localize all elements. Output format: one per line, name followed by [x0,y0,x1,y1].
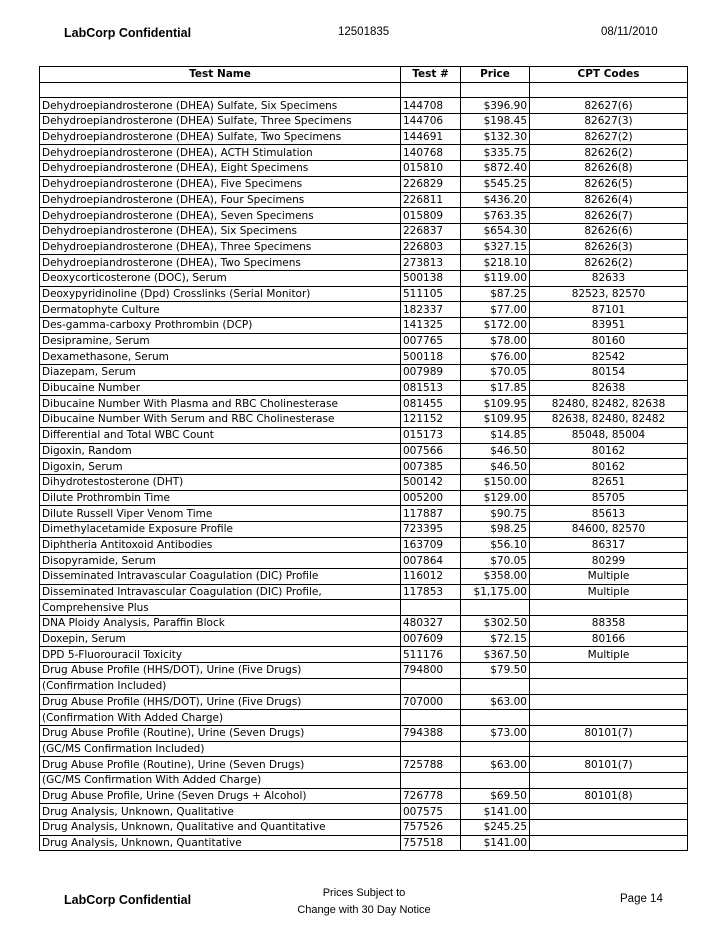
cell-price: $72.15 [461,631,530,647]
cell-test-number [401,678,461,694]
table-row [40,365,688,381]
cell-price: $76.00 [461,349,530,365]
cell-test-number: 182337 [401,302,461,318]
cell-test-name: DPD 5-Fluorouracil Toxicity [40,647,401,663]
cell-cpt-codes: 82626(3) [530,239,688,255]
column-header-cpt-codes: CPT Codes [530,67,688,83]
cell-price: $150.00 [461,474,530,490]
cell-test-name: Drug Abuse Profile, Urine (Seven Drugs + Alcohol) [40,788,401,804]
cell-test-name: (GC/MS Confirmation Included) [40,741,401,757]
cell-price: $63.00 [461,757,530,773]
cell-test-name: Deoxycorticosterone (DOC), Serum [40,270,401,286]
cell-price: $872.40 [461,161,530,177]
cell-test-number: 480327 [401,616,461,632]
cell-price [461,741,530,757]
cell-cpt-codes [530,663,688,679]
cell-test-name: Drug Abuse Profile (Routine), Urine (Seven Drugs) [40,757,401,773]
cell-test-name: Dehydroepiandrosterone (DHEA) Sulfate, Two Specimens [40,129,401,145]
table-row [40,647,688,663]
cell-test-number: 015173 [401,427,461,443]
cell-price: $109.95 [461,412,530,428]
cell-test-number: 226829 [401,176,461,192]
cell-test-number: 500118 [401,349,461,365]
cell-cpt-codes: 82627(2) [530,129,688,145]
cell-test-name: Drug Analysis, Unknown, Qualitative [40,804,401,820]
cell-test-name: Dimethylacetamide Exposure Profile [40,521,401,537]
cell-cpt-codes: Multiple [530,584,688,600]
table-row [40,145,688,161]
cell-cpt-codes: 82627(6) [530,98,688,114]
header-date: 08/11/2010 [601,26,658,38]
table-row [40,835,688,851]
cell-cpt-codes [530,600,688,616]
cell-cpt-codes [530,804,688,820]
table-row [40,176,688,192]
cell-price: $14.85 [461,427,530,443]
cell-test-name: Dermatophyte Culture [40,302,401,318]
table-row [40,114,688,130]
table-row [40,302,688,318]
cell-cpt-codes: 80101(7) [530,757,688,773]
cell-test-name: DNA Ploidy Analysis, Paraffin Block [40,616,401,632]
cell-price: $17.85 [461,380,530,396]
table-row [40,255,688,271]
cell-price: $109.95 [461,396,530,412]
cell-price: $90.75 [461,506,530,522]
column-header-test-number: Test # [401,67,461,83]
table-row [40,412,688,428]
cell-test-number: 081455 [401,396,461,412]
cell-cpt-codes: 82627(3) [530,114,688,130]
cell-price: $545.25 [461,176,530,192]
table-row [40,161,688,177]
cell-test-name: Dehydroepiandrosterone (DHEA), Three Specimens [40,239,401,255]
cell-test-number: 007575 [401,804,461,820]
cell-price: $218.10 [461,255,530,271]
cell-test-name: Dehydroepiandrosterone (DHEA), Two Specimens [40,255,401,271]
cell-price: $141.00 [461,835,530,851]
table-row [40,788,688,804]
cell-test-number: 121152 [401,412,461,428]
table-row [40,192,688,208]
cell-test-number: 117853 [401,584,461,600]
cell-test-name: Disseminated Intravascular Coagulation (DIC) Profile, [40,584,401,600]
cell-cpt-codes [530,741,688,757]
cell-price: $358.00 [461,569,530,585]
table-row [40,741,688,757]
cell-price [461,710,530,726]
header-doc-number: 12501835 [338,26,390,38]
cell-price: $335.75 [461,145,530,161]
cell-cpt-codes [530,82,688,98]
cell-cpt-codes: 82626(2) [530,145,688,161]
cell-cpt-codes: 82480, 82482, 82638 [530,396,688,412]
cell-cpt-codes: 87101 [530,302,688,318]
cell-price: $56.10 [461,537,530,553]
cell-test-number: 081513 [401,380,461,396]
cell-cpt-codes [530,678,688,694]
cell-cpt-codes: Multiple [530,569,688,585]
cell-test-number: 140768 [401,145,461,161]
table-row [40,710,688,726]
cell-price: $367.50 [461,647,530,663]
cell-test-name: Dilute Russell Viper Venom Time [40,506,401,522]
table-row [40,286,688,302]
cell-test-number: 500142 [401,474,461,490]
cell-test-number [401,772,461,788]
cell-test-number: 007864 [401,553,461,569]
cell-test-number [401,710,461,726]
cell-test-number: 226837 [401,223,461,239]
cell-price: $78.00 [461,333,530,349]
cell-price: $119.00 [461,270,530,286]
cell-test-number: 707000 [401,694,461,710]
cell-test-name: Dehydroepiandrosterone (DHEA), ACTH Stimulation [40,145,401,161]
cell-test-name: Dehydroepiandrosterone (DHEA) Sulfate, Six Specimens [40,98,401,114]
table-row [40,772,688,788]
footer-notice [284,885,444,919]
cell-price: $436.20 [461,192,530,208]
cell-test-name: Desipramine, Serum [40,333,401,349]
table-row [40,98,688,114]
table-row [40,270,688,286]
cell-test-name: Deoxypyridinoline (Dpd) Crosslinks (Serial Monitor) [40,286,401,302]
cell-test-number: 226803 [401,239,461,255]
cell-cpt-codes: 82626(4) [530,192,688,208]
column-header-test-name: Test Name [40,67,401,83]
column-header-price: Price [461,67,530,83]
table-row [40,600,688,616]
cell-cpt-codes: 86317 [530,537,688,553]
cell-test-number: 511105 [401,286,461,302]
cell-cpt-codes [530,772,688,788]
table-row [40,349,688,365]
cell-test-name: Dilute Prothrombin Time [40,490,401,506]
cell-test-number: 794800 [401,663,461,679]
cell-test-number: 726778 [401,788,461,804]
cell-test-number: 725788 [401,757,461,773]
table-row [40,427,688,443]
table-row [40,490,688,506]
cell-test-name: Dibucaine Number With Serum and RBC Cholinesterase [40,412,401,428]
cell-test-number: 144691 [401,129,461,145]
cell-test-number: 273813 [401,255,461,271]
cell-test-name: Disopyramide, Serum [40,553,401,569]
cell-test-name: Des-gamma-carboxy Prothrombin (DCP) [40,318,401,334]
cell-test-name: Comprehensive Plus [40,600,401,616]
table-row [40,631,688,647]
cell-cpt-codes: 80101(8) [530,788,688,804]
cell-cpt-codes: 82651 [530,474,688,490]
footer-notice-line2: Change with 30 Day Notice [297,904,431,916]
cell-test-name: Doxepin, Serum [40,631,401,647]
cell-price: $1,175.00 [461,584,530,600]
table-row [40,694,688,710]
cell-test-number: 116012 [401,569,461,585]
cell-test-number: 007989 [401,365,461,381]
cell-price: $70.05 [461,365,530,381]
table-row [40,82,688,98]
cell-price: $70.05 [461,553,530,569]
cell-cpt-codes: 80101(7) [530,725,688,741]
table-row [40,553,688,569]
cell-cpt-codes: 80166 [530,631,688,647]
cell-price: $129.00 [461,490,530,506]
cell-cpt-codes: 80160 [530,333,688,349]
cell-test-name: Disseminated Intravascular Coagulation (DIC) Profile [40,569,401,585]
cell-test-name: Digoxin, Random [40,443,401,459]
cell-cpt-codes: 82638, 82480, 82482 [530,412,688,428]
cell-test-name: Drug Analysis, Unknown, Qualitative and Quantitative [40,820,401,836]
cell-test-name: Dehydroepiandrosterone (DHEA), Five Specimens [40,176,401,192]
table-row [40,521,688,537]
cell-price: $69.50 [461,788,530,804]
table-row [40,318,688,334]
cell-test-name: Drug Abuse Profile (Routine), Urine (Seven Drugs) [40,725,401,741]
table-row [40,380,688,396]
cell-test-name: (Confirmation Included) [40,678,401,694]
cell-cpt-codes: 82638 [530,380,688,396]
cell-price: $302.50 [461,616,530,632]
cell-test-name: Drug Abuse Profile (HHS/DOT), Urine (Five Drugs) [40,694,401,710]
table-row [40,129,688,145]
table-row [40,678,688,694]
cell-test-number: 226811 [401,192,461,208]
table-header-row [40,67,688,83]
cell-test-number [401,741,461,757]
cell-test-number: 723395 [401,521,461,537]
table-row [40,584,688,600]
cell-test-name: Dehydroepiandrosterone (DHEA), Eight Specimens [40,161,401,177]
cell-test-number: 007566 [401,443,461,459]
cell-price: $98.25 [461,521,530,537]
cell-cpt-codes: 88358 [530,616,688,632]
cell-cpt-codes: 80154 [530,365,688,381]
cell-price: $245.25 [461,820,530,836]
cell-test-name: Dexamethasone, Serum [40,349,401,365]
cell-cpt-codes: 85705 [530,490,688,506]
cell-cpt-codes [530,710,688,726]
cell-test-number: 007765 [401,333,461,349]
cell-cpt-codes: 85048, 85004 [530,427,688,443]
cell-price: $73.00 [461,725,530,741]
table-row [40,757,688,773]
cell-test-number: 007385 [401,459,461,475]
cell-test-number: 144706 [401,114,461,130]
cell-test-number: 511176 [401,647,461,663]
cell-test-name: Drug Abuse Profile (HHS/DOT), Urine (Five Drugs) [40,663,401,679]
cell-test-name: Dehydroepiandrosterone (DHEA), Four Specimens [40,192,401,208]
footer-page-number: Page 14 [620,893,663,905]
cell-test-number: 007609 [401,631,461,647]
cell-cpt-codes: 82626(5) [530,176,688,192]
cell-test-name: Dehydroepiandrosterone (DHEA) Sulfate, Three Specimens [40,114,401,130]
table-row [40,474,688,490]
cell-price: $132.30 [461,129,530,145]
cell-test-number: 005200 [401,490,461,506]
cell-price [461,678,530,694]
cell-test-number: 757518 [401,835,461,851]
cell-cpt-codes: 82523, 82570 [530,286,688,302]
cell-cpt-codes: 84600, 82570 [530,521,688,537]
cell-price [461,82,530,98]
cell-cpt-codes: 80162 [530,443,688,459]
cell-price: $87.25 [461,286,530,302]
cell-price: $77.00 [461,302,530,318]
price-table [39,66,688,851]
cell-price: $763.35 [461,208,530,224]
footer-title: LabCorp Confidential [64,893,192,907]
cell-price: $396.90 [461,98,530,114]
table-row [40,443,688,459]
table-row [40,569,688,585]
cell-price: $654.30 [461,223,530,239]
cell-price: $141.00 [461,804,530,820]
cell-test-name: (Confirmation With Added Charge) [40,710,401,726]
table-row [40,223,688,239]
table-row [40,396,688,412]
cell-cpt-codes: 82626(2) [530,255,688,271]
cell-price: $46.50 [461,443,530,459]
cell-test-name [40,82,401,98]
cell-test-name: (GC/MS Confirmation With Added Charge) [40,772,401,788]
cell-test-number [401,82,461,98]
cell-cpt-codes [530,820,688,836]
cell-price: $327.15 [461,239,530,255]
cell-test-name: Dehydroepiandrosterone (DHEA), Seven Specimens [40,208,401,224]
cell-cpt-codes [530,835,688,851]
cell-cpt-codes: 80299 [530,553,688,569]
cell-cpt-codes: 80162 [530,459,688,475]
table-row [40,663,688,679]
cell-cpt-codes: 85613 [530,506,688,522]
cell-cpt-codes: 82626(6) [530,223,688,239]
cell-test-number: 144708 [401,98,461,114]
table-row [40,725,688,741]
table-row [40,506,688,522]
cell-cpt-codes: Multiple [530,647,688,663]
cell-test-number: 500138 [401,270,461,286]
cell-price [461,600,530,616]
cell-cpt-codes: 82626(8) [530,161,688,177]
cell-test-name: Digoxin, Serum [40,459,401,475]
cell-test-name: Diazepam, Serum [40,365,401,381]
cell-price: $198.45 [461,114,530,130]
table-row [40,804,688,820]
cell-cpt-codes: 82542 [530,349,688,365]
cell-test-name: Dehydroepiandrosterone (DHEA), Six Specimens [40,223,401,239]
cell-test-number: 141325 [401,318,461,334]
cell-cpt-codes [530,694,688,710]
cell-cpt-codes: 82626(7) [530,208,688,224]
cell-test-name: Diphtheria Antitoxoid Antibodies [40,537,401,553]
cell-test-number: 015810 [401,161,461,177]
cell-test-name: Dibucaine Number [40,380,401,396]
cell-test-number: 117887 [401,506,461,522]
cell-cpt-codes: 82633 [530,270,688,286]
cell-cpt-codes: 83951 [530,318,688,334]
cell-test-number: 794388 [401,725,461,741]
table-row [40,537,688,553]
cell-price: $172.00 [461,318,530,334]
cell-test-name: Dibucaine Number With Plasma and RBC Cholinesterase [40,396,401,412]
table-row [40,459,688,475]
table-row [40,239,688,255]
table-row [40,820,688,836]
table-row [40,333,688,349]
header-title: LabCorp Confidential [64,26,192,40]
cell-test-number: 015809 [401,208,461,224]
cell-test-number: 757526 [401,820,461,836]
cell-price: $79.50 [461,663,530,679]
table-body [40,82,688,851]
cell-test-name: Differential and Total WBC Count [40,427,401,443]
cell-price [461,772,530,788]
cell-test-number [401,600,461,616]
cell-price: $63.00 [461,694,530,710]
table-row [40,616,688,632]
cell-test-name: Dihydrotestosterone (DHT) [40,474,401,490]
table-row [40,208,688,224]
cell-test-name: Drug Analysis, Unknown, Quantitative [40,835,401,851]
footer-notice-line1: Prices Subject to [322,887,406,899]
cell-test-number: 163709 [401,537,461,553]
cell-price: $46.50 [461,459,530,475]
